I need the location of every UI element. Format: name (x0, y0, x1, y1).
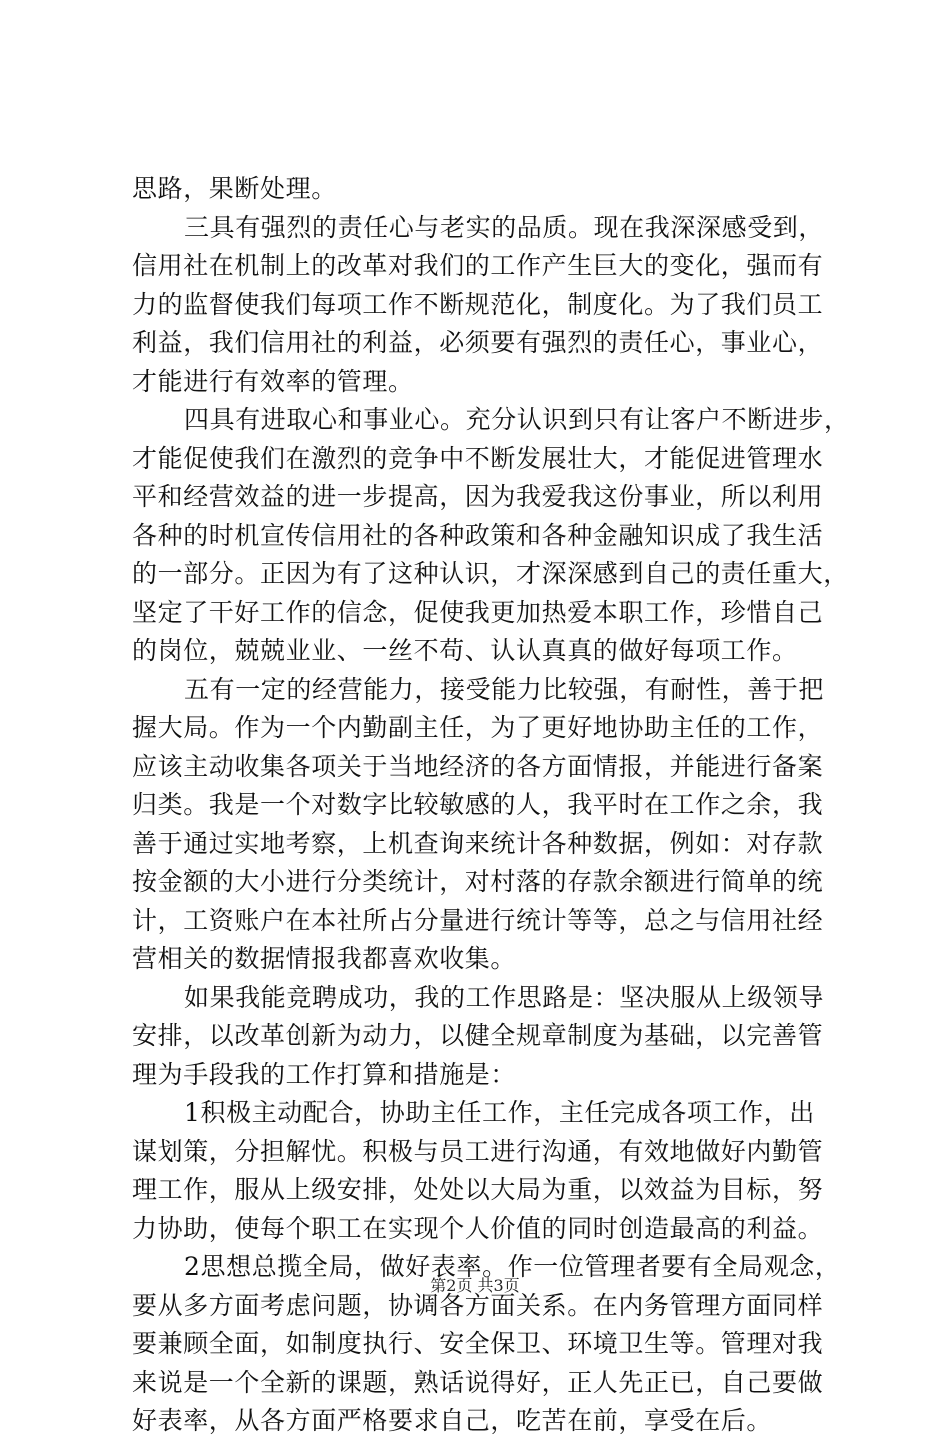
text-line: 才能进行有效率的管理。 (132, 366, 414, 396)
text-line: 按金额的大小进行分类统计，对村落的存款余额进行简单的统 (132, 867, 824, 896)
text-line: 要兼顾全面，如制度执行、安全保卫、环境卫生等。管理对我 (132, 1329, 824, 1358)
text-line: 理工作，服从上级安排，处处以大局为重，以效益为目标，努 (132, 1175, 824, 1204)
text-line: 安排，以改革创新为动力，以健全规章制度为基础，以完善管 (132, 1021, 824, 1050)
text-line: 谋划策，分担解忧。积极与员工进行沟通，有效地做好内勤管 (132, 1136, 824, 1166)
paragraph-start-line: 2思想总揽全局，做好表率。作一位管理者要有全局观念， (184, 1252, 841, 1281)
text-line: 要从多方面考虑问题，协调各方面关系。在内务管理方面同样 (132, 1290, 824, 1320)
text-line: 各种的时机宣传信用社的各种政策和各种金融知识成了我生活 (132, 520, 824, 550)
text-line: 的岗位，兢兢业业、一丝不苟、认认真真的做好每项工作。 (132, 636, 798, 665)
page-footer: 第2页 共3页 (430, 1276, 520, 1295)
text-line: 来说是一个全新的课题，熟话说得好，正人先正已，自己要做 (132, 1367, 824, 1397)
text-line: 好表率，从各方面严格要求自己，吃苦在前，享受在后。 (132, 1406, 773, 1435)
text-line: 善于通过实地考察，上机查询来统计各种数据，例如：对存款 (132, 828, 824, 858)
paragraph-start-line: 三具有强烈的责任心与老实的品质。现在我深深感受到， (184, 212, 825, 242)
text-line: 归类。我是一个对数字比较敏感的人，我平时在工作之余，我 (132, 790, 824, 819)
paragraph-start-line: 四具有进取心和事业心。充分认识到只有让客户不断进步， (184, 405, 850, 434)
text-line: 利益，我们信用社的利益，必须要有强烈的责任心，事业心， (132, 328, 824, 357)
text-line: 理为手段我的工作打算和措施是： (132, 1059, 517, 1089)
text-line: 力协助，使每个职工在实现个人价值的同时创造最高的利益。 (132, 1213, 824, 1243)
document-body (132, 170, 850, 1441)
text-line: 思路，果断处理。 (132, 174, 337, 203)
text-line: 力的监督使我们每项工作不断规范化，制度化。为了我们员工 (132, 289, 824, 319)
text-line: 计，工资账户在本社所占分量进行统计等等，总之与信用社经 (132, 905, 824, 935)
text-line: 营相关的数据情报我都喜欢收集。 (132, 944, 517, 973)
text-line: 信用社在机制上的改革对我们的工作产生巨大的变化，强而有 (132, 251, 824, 280)
text-line: 应该主动收集各项关于当地经济的各方面情报，并能进行备案 (132, 751, 824, 781)
paragraph-start-line: 五有一定的经营能力，接受能力比较强，有耐性，善于把 (184, 674, 825, 704)
paragraph-start-line: 1积极主动配合，协助主任工作，主任完成各项工作，出 (184, 1098, 815, 1127)
text-line: 才能促使我们在激烈的竞争中不断发展壮大，才能促进管理水 (132, 443, 824, 473)
paragraph-start-line: 如果我能竞聘成功，我的工作思路是：坚决服从上级领导 (184, 982, 825, 1012)
text-line: 坚定了干好工作的信念，促使我更加热爱本职工作，珍惜自己 (132, 597, 824, 627)
text-line: 握大局。作为一个内勤副主任，为了更好地协助主任的工作， (132, 713, 824, 742)
text-line: 的一部分。正因为有了这种认识，才深深感到自己的责任重大， (132, 559, 849, 588)
text-line: 平和经营效益的进一步提高，因为我爱我这份事业，所以利用 (132, 482, 824, 511)
